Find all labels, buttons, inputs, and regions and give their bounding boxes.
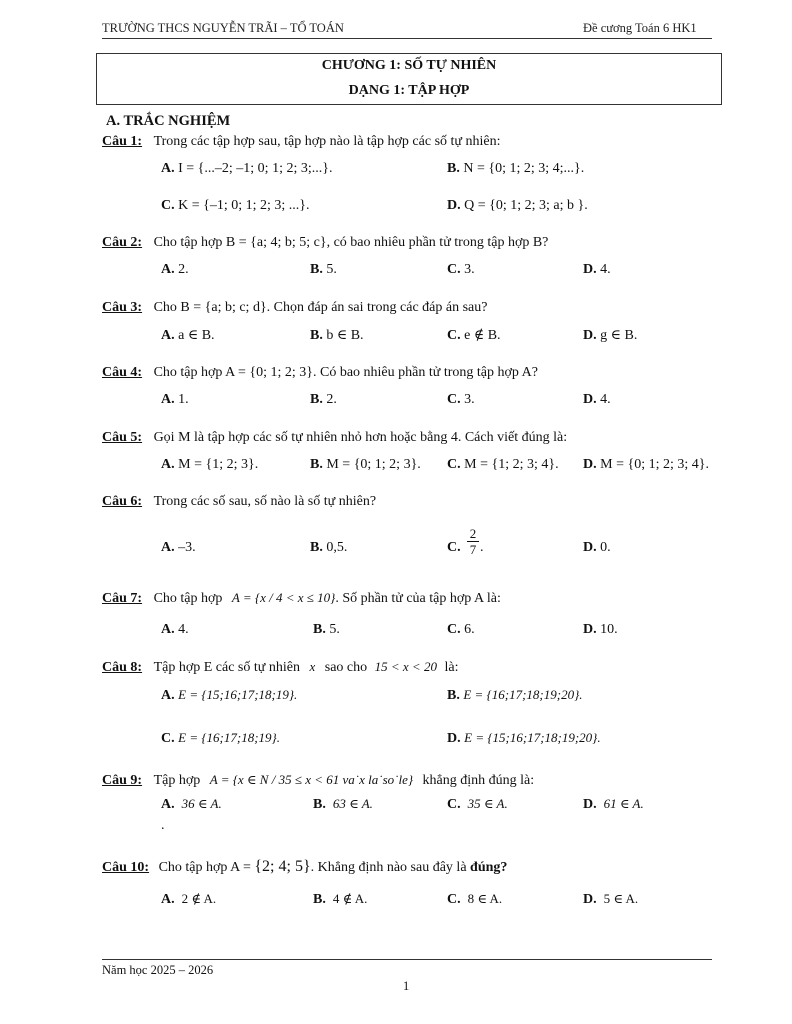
option-b: B. 4 ∉ A. [313, 891, 368, 907]
option-d: D. 61 ∈ A. [583, 796, 644, 812]
footer-rule [102, 959, 712, 960]
question-label: Câu 3: [102, 300, 143, 315]
footer-year: Năm học 2025 – 2026 [102, 963, 214, 977]
fraction-suffix: . [480, 540, 484, 555]
section-heading: A. TRẮC NGHIỆM [106, 113, 231, 129]
question-5 [102, 430, 567, 446]
option-a: A. E = {15;16;17;18;19}. [161, 687, 298, 703]
option-c: C. [447, 540, 461, 555]
option-c: C. E = {16;17;18;19}. [161, 730, 280, 746]
option-a: A. 36 ∈ A. [161, 796, 222, 812]
option-c: C. 3. [447, 262, 475, 277]
option-a: A. I = {...–2; –1; 0; 1; 2; 3;...}. [161, 161, 333, 176]
option-b: B. b ∈ B. [310, 328, 364, 343]
question-label: Câu 5: [102, 430, 143, 445]
option-d: D. 10. [583, 622, 618, 637]
option-a: A. M = {1; 2; 3}. [161, 457, 259, 472]
question-text-end: khẳng định đúng là: [422, 773, 535, 788]
option-b: B. 5. [310, 262, 337, 277]
option-b: B. E = {16;17;18;19;20}. [447, 687, 583, 703]
option-b: B. N = {0; 1; 2; 3; 4;...}. [447, 161, 585, 176]
option-d: D. 0. [583, 540, 611, 555]
question-text: Tập hợp E các số tự nhiên [153, 660, 300, 675]
option-b: B. 0,5. [310, 540, 348, 555]
variable-x: x [309, 659, 316, 674]
header-rule [102, 38, 712, 39]
question-1 [102, 134, 501, 150]
question-text-end: là: [444, 660, 459, 675]
stray-period: . [161, 818, 165, 833]
option-b: B. 5. [313, 622, 340, 637]
question-text: Cho tập hợp A = [158, 860, 255, 875]
topic-title: DẠNG 1: TẬP HỢP [348, 83, 470, 98]
question-text: Trong các tập hợp sau, tập hợp nào là tập hợp các số tự nhiên: [153, 134, 501, 149]
option-b: B. M = {0; 1; 2; 3}. [310, 457, 421, 472]
question-2 [102, 235, 548, 251]
option-a: A. 2. [161, 262, 189, 277]
set-expression: A = {x / 4 < x ≤ 10} [231, 590, 336, 605]
question-7 [102, 590, 501, 607]
option-d: D. 4. [583, 262, 611, 277]
option-b: B. 63 ∈ A. [313, 796, 373, 812]
title-box [96, 53, 722, 105]
option-d: D. g ∈ B. [583, 328, 638, 343]
option-a: A. –3. [161, 540, 196, 555]
option-d: D. E = {15;16;17;18;19;20}. [447, 730, 601, 746]
option-c: C. K = {–1; 0; 1; 2; 3; ...}. [161, 198, 310, 213]
question-text: Cho tập hợp A = {0; 1; 2; 3}. Có bao nhiêu phần tử trong tập hợp A? [153, 365, 538, 380]
option-d: D. 4. [583, 392, 611, 407]
option-c: C. 35 ∈ A. [447, 796, 508, 812]
question-9 [102, 772, 534, 789]
header-school: TRƯỜNG THCS NGUYỄN TRÃI – TỔ TOÁN [102, 21, 344, 35]
question-text-end: . Số phần tử của tập hợp A là: [335, 591, 501, 606]
question-6 [102, 494, 376, 510]
option-d: D. M = {0; 1; 2; 3; 4}. [583, 457, 709, 472]
option-c: C. 3. [447, 392, 475, 407]
question-text: Cho B = {a; b; c; d}. Chọn đáp án sai trong các đáp án sau? [153, 300, 488, 315]
option-c: C. 8 ∈ A. [447, 891, 503, 907]
question-4 [102, 365, 538, 381]
question-text: Cho tập hợp [153, 591, 223, 606]
question-label: Câu 4: [102, 365, 143, 380]
option-c: C. M = {1; 2; 3; 4}. [447, 457, 559, 472]
question-label: Câu 10: [102, 860, 150, 875]
inequality: 15 < x < 20 [374, 659, 437, 674]
fraction-numerator: 2 [467, 526, 479, 542]
header-course: Đề cương Toán 6 HK1 [583, 21, 697, 35]
question-text: Gọi M là tập hợp các số tự nhiên nhỏ hơn hoặc bằng 4. Cách viết đúng là: [153, 430, 568, 445]
chapter-title: CHƯƠNG 1: SỐ TỰ NHIÊN [321, 58, 497, 73]
fraction-denominator: 7 [469, 542, 477, 557]
option-c: C. e ∉ B. [447, 328, 501, 343]
question-text: Cho tập hợp B = {a; 4; b; 5; c}, có bao nhiêu phần tử trong tập hợp B? [153, 235, 549, 250]
option-d: D. Q = {0; 1; 2; 3; a; b }. [447, 198, 588, 213]
question-8 [102, 659, 458, 676]
question-label: Câu 6: [102, 494, 143, 509]
question-label: Câu 7: [102, 591, 143, 606]
option-d: D. 5 ∈ A. [583, 891, 639, 907]
question-text: Trong các số sau, số nào là số tự nhiên? [153, 494, 377, 509]
question-10 [102, 858, 507, 876]
set-expression: A = {x ∈ N / 35 ≤ x < 61 va˙x la˙so˙le} [209, 772, 414, 787]
emphasis-correct: đúng? [470, 860, 508, 875]
question-label: Câu 1: [102, 134, 143, 149]
question-text-mid: . Khẳng định nào sau đây là [310, 860, 471, 875]
set-literal: {2; 4; 5} [254, 858, 311, 875]
option-a: A. 2 ∉ A. [161, 891, 217, 907]
question-label: Câu 8: [102, 660, 143, 675]
option-b: B. 2. [310, 392, 337, 407]
fraction-2-7 [467, 526, 479, 557]
question-text: Tập hợp [153, 773, 201, 788]
question-label: Câu 2: [102, 235, 143, 250]
option-a: A. a ∈ B. [161, 328, 215, 343]
question-text-mid: sao cho [324, 660, 368, 675]
option-a: A. 4. [161, 622, 189, 637]
page-number: 1 [403, 979, 410, 993]
option-a: A. 1. [161, 392, 189, 407]
question-label: Câu 9: [102, 773, 143, 788]
option-c: C. 6. [447, 622, 475, 637]
question-3 [102, 300, 487, 316]
